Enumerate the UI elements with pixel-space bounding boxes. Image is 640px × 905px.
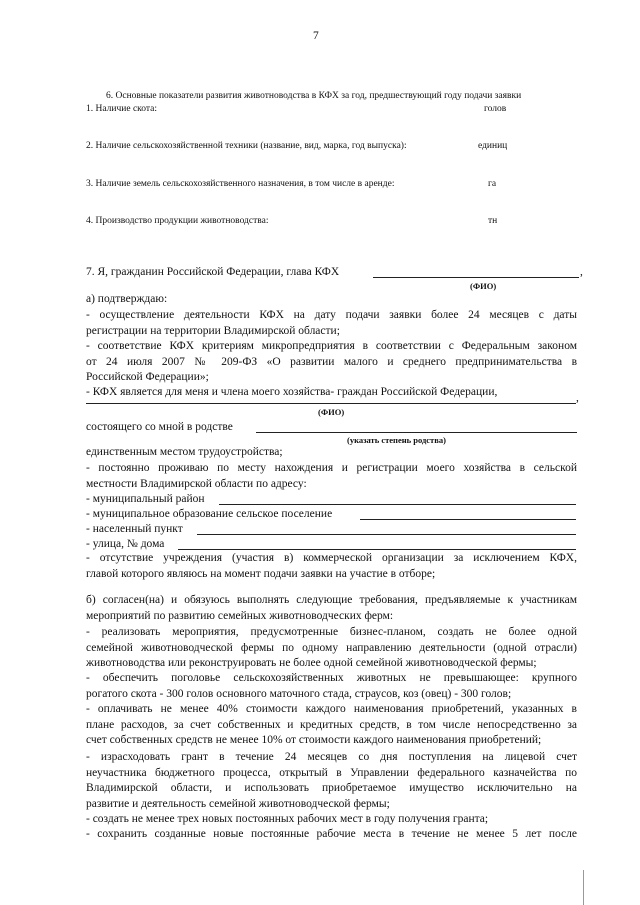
fio-caption: (ФИО) [470,281,497,291]
section6-item-livestock: 1. Наличие скота: [86,104,158,114]
agree-item-keep-jobs [86,827,577,843]
address-municipality-field[interactable] [360,519,576,520]
section6-heading: 6. Основные показатели развития животноводства в КФХ за год, предшествующий году подачи заявки [106,91,522,101]
address-district-field[interactable] [219,504,576,505]
agree-heading-line2: мероприятий по развитию семейных животноводческих ферм: [86,609,394,622]
agree-item-livestock-limit [86,671,577,702]
no-commercial-item [86,551,577,582]
scan-edge-line [583,870,584,905]
address-locality-label: - населенный пункт [86,523,183,535]
agree-item-grant-spending-line3: Владимирской области, и использовать приобретаемое имущество исключительно на [86,782,577,794]
relation-caption: (указать степень родства) [347,435,446,445]
no-commercial-item-line1: - отсутствие учреждения (участия в) коммерческой организации за исключением КФХ, [86,552,577,564]
relation-prefix: состоящего со мной в родстве [86,421,233,433]
section7-intro: 7. Я, гражданин Российской Федерации, глава КФХ [86,266,340,278]
section6-item-land: 3. Наличие земель сельскохозяйственного назначения, в том числе в аренде: [86,179,395,189]
member-fio-field[interactable] [86,403,576,404]
fio-caption-2: (ФИО) [318,407,345,417]
agree-item-grant-spending-line2: неучастника бюджетного процесса, открытый в Управлении федерального казначейства по [86,766,577,779]
agree-item-payment-line2: плане расходов, за счет собственных и кредитных средств, в том числе непосредственно за [86,718,577,731]
agree-item-grant-spending-line4: развитие и деятельность семейной животноводческой фермы; [86,797,390,810]
agree-item-grant-spending [86,750,577,812]
agree-item-payment-line1: - оплачивать не менее 40% стоимости каждого наименования приобретений, указанных в [86,703,577,715]
agree-item-business-plan-line2: семейной животноводческой фермы по одному направлению деятельности (одной отрасли) [86,641,577,654]
page-number: 7 [313,30,319,42]
agree-item-grant-spending-line1: - израсходовать грант в течение 24 месяцев со дня поступления на лицевой счет [86,751,577,763]
residence-item [86,461,577,492]
relation-field[interactable] [256,432,577,433]
intro-comma: , [580,266,583,278]
agree-item-business-plan-line3: животноводства или реконструировать не более одной семейной животноводческой фермы; [86,657,537,669]
agree-item-keep-jobs-line1: - сохранить созданные новые постоянные рабочие места в течение не менее 5 лет после [86,828,577,840]
confirm-heading: а) подтверждаю: [86,293,168,305]
section6-item-production: 4. Производство продукции животноводства: [86,216,269,226]
section6-unit-tonnes: тн [488,216,498,226]
address-street-label: - улица, № дома [86,538,165,550]
residence-item-line1: - постоянно проживаю по месту нахождения и регистрации моего хозяйства в сельской [86,462,577,474]
agree-heading [86,593,577,624]
confirm-item-activity [86,308,577,339]
address-municipality-label: - муниципальное образование сельское поселение [86,508,333,520]
agree-item-business-plan [86,625,577,672]
agree-item-create-jobs: - создать не менее трех новых постоянных рабочих мест в году получения гранта; [86,813,489,825]
agree-item-business-plan-line1: - реализовать мероприятия, предусмотренные бизнес-планом, создать не более одной [86,626,577,638]
agree-item-livestock-limit-line1: - обеспечить поголовье сельскохозяйственных животных не превышающее: крупного [86,672,577,684]
address-district-label: - муниципальный район [86,493,205,505]
confirm-item-citizens: - КФХ является для меня и члена моего хозяйства- граждан Российской Федерации, [86,386,498,398]
confirm-item-microenterprise [86,339,577,386]
only-workplace-text: единственным местом трудоустройства; [86,446,283,458]
agree-item-payment [86,702,577,749]
confirm-item-activity-line2: регистрации на территории Владимирской области; [86,324,340,337]
agree-heading-line1: б) согласен(на) и обязуюсь выполнять следующие требования, предъявляемые к участникам [86,594,577,606]
agree-item-livestock-limit-line2: рогатого скота - 300 голов основного маточного стада, страусов, коз (овец) - 300 голов; [86,687,512,700]
agree-item-payment-line3: счет собственных средств не менее 10% от стоимости каждого наименования приобретений; [86,734,542,746]
confirm-item-microenterprise-line3: Российской Федерации»; [86,371,209,383]
section6-unit-heads: голов [484,104,507,114]
residence-item-line2: местности Владимирской области по адресу: [86,477,307,490]
head-fio-field[interactable] [373,277,579,278]
address-locality-field[interactable] [197,534,576,535]
no-commercial-item-line2: главой которого являюсь на момент подачи заявки на участие в отборе; [86,567,436,580]
address-street-field[interactable] [178,549,576,550]
confirm-item-microenterprise-line1: - соответствие КФХ критериям микропредприятия в соответствии с Федеральным законом [86,340,577,352]
confirm-item-microenterprise-line2: от 24 июля 2007 № 209-ФЗ «О развитии малого и среднего предпринимательства в [86,355,577,368]
section6-unit-hectares: га [488,179,497,189]
section6-unit-units: единиц [478,141,508,151]
confirm-item-activity-line1: - осуществление деятельности КФХ на дату подачи заявки более 24 месяцев с даты [86,309,577,321]
member-fio-comma: , [576,392,579,404]
section6-item-machinery: 2. Наличие сельскохозяйственной техники (название, вид, марка, год выпуска): [86,141,407,151]
